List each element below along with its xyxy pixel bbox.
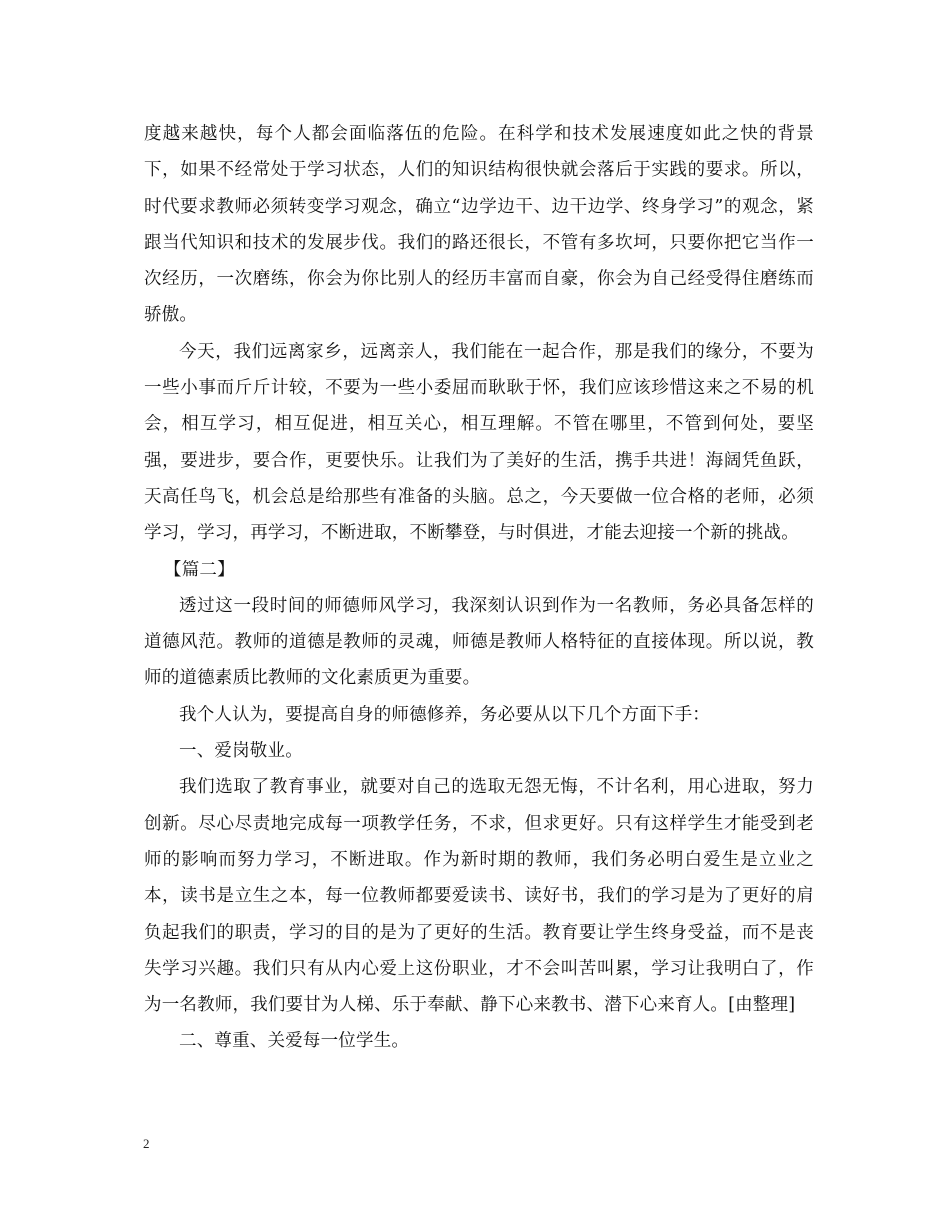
subheading-love-job: 一、爱岗敬业。: [179, 741, 303, 762]
paragraph-continuation: 度越来越快，每个人都会面临落伍的危险。在科学和技术发展速度如此之快的背景下，如果不经常处于学习状态，人们的知识结构很快就会落后于实践的要求。所以，时代要求教师必须转变学习观念，确立“边学边干、边干边学、终身学习”的观念，紧跟当代知识和技术的发展步伐。我们的路还很长，不管有多坎坷，只要你把它当作一次经历，一次磨练，你会为你比别人的经历丰富而自豪，你会为自己经受得住磨练而骄傲。: [144, 124, 814, 326]
paragraph-personal-view: 我个人认为，要提高自身的师德修养，务必要从以下几个方面下手：: [179, 704, 710, 725]
paragraph-study-reflection: 透过这一段时间的师德师风学习，我深刻认识到作为一名教师，务必具备怎样的道德风范。教师的道德是教师的灵魂，师德是教师人格特征的直接体现。所以说，教师的道德素质比教师的文化素质更为重要。: [144, 595, 814, 689]
subheading-respect-students: 二、尊重、关爱每一位学生。: [179, 1031, 410, 1052]
paragraph-education-career: 我们选取了教育事业，就要对自己的选取无怨无悔，不计名利，用心进取，努力创新。尽心尽责地完成每一项教学任务，不求，但求更好。只有这样学生才能受到老师的影响而努力学习，不断进取。作为新时期的教师，我们务必明白爱生是立业之本，读书是立生之本，每一位教师都要爱读书、读好书，我们的学习是为了更好的肩负起我们的职责，学习的目的是为了更好的生活。教育要让学生终身受益，而不是丧失学习兴趣。我们只有从内心爱上这份职业，才不会叫苦叫累，学习让我明白了，作为一名教师，我们要甘为人梯、乐于奉献、静下心来教书、潜下心来育人。[由整理]: [144, 777, 814, 1016]
page-number: 2: [143, 1136, 150, 1151]
paragraph-today: 今天，我们远离家乡，远离亲人，我们能在一起合作，那是我们的缘分，不要为一些小事而斤斤计较，不要为一些小委屈而耿耿于怀，我们应该珍惜这来之不易的机会，相互学习，相互促进，相互关心，相互理解。不管在哪里，不管到何处，要坚强，要进步，要合作，更要快乐。让我们为了美好的生活，携手共进！海阔凭鱼跃，天高任鸟飞，机会总是给那些有准备的头脑。总之，今天要做一位合格的老师，必须学习，学习，再学习，不断进取，不断攀登，与时俱进，才能去迎接一个新的挑战。: [144, 341, 814, 544]
document-body: [144, 116, 814, 1060]
section-heading-part-two: 【篇二】: [164, 559, 235, 580]
